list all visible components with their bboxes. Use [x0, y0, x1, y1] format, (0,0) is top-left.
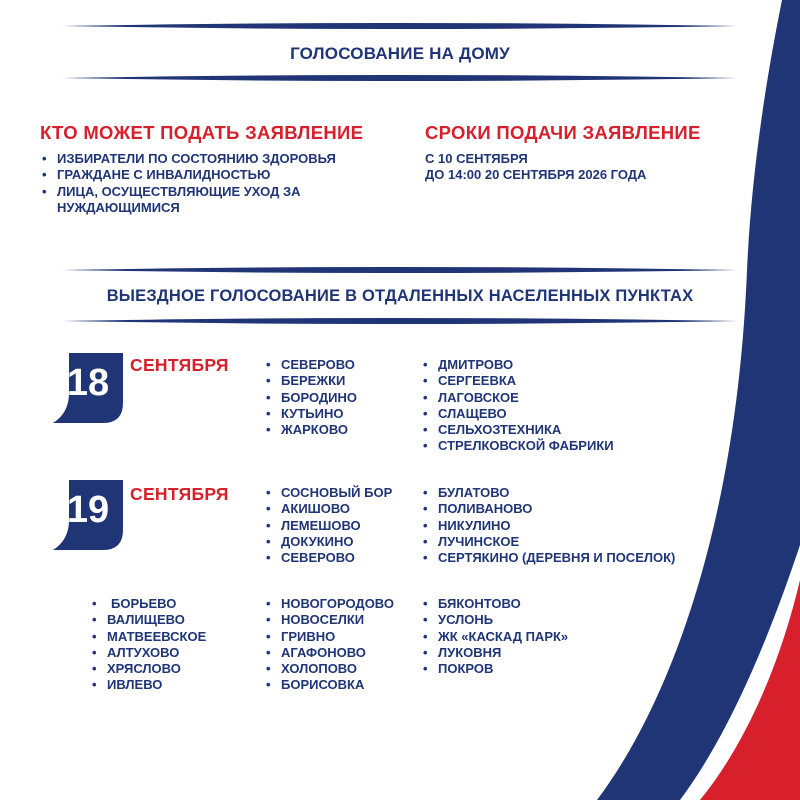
who-list: [38, 151, 378, 216]
list-item: • АЛТУХОВО: [88, 645, 206, 661]
list-item: • ДМИТРОВО: [419, 357, 614, 373]
list-item: • ИЗБИРАТЕЛИ ПО СОСТОЯНИЮ ЗДОРОВЬЯ: [38, 151, 378, 167]
list-item: • БУЛАТОВО: [419, 485, 675, 501]
list-item: • СЕРГЕЕВКА: [419, 373, 614, 389]
day-18-col-1: [262, 357, 357, 438]
list-item: • ГРИВНО: [262, 629, 394, 645]
list-item: • СОСНОВЫЙ БОР: [262, 485, 392, 501]
who-title: КТО МОЖЕТ ПОДАТЬ ЗАЯВЛЕНИЕ: [40, 122, 364, 143]
list-item: • НОВОГОРОДОВО: [262, 596, 394, 612]
list-item: • ДОКУКИНО: [262, 534, 392, 550]
list-item: • УСЛОНЬ: [419, 612, 568, 628]
list-item: • СЛАЩЕВО: [419, 406, 614, 422]
list-item: • ИВЛЕВО: [88, 677, 206, 693]
list-item: • ПОКРОВ: [419, 661, 568, 677]
list-item: • АКИШОВО: [262, 501, 392, 517]
list-item: • СЕРТЯКИНО (ДЕРЕВНЯ И ПОСЕЛОК): [419, 550, 675, 566]
day-19-col-1: [262, 485, 392, 566]
list-item: • ЛУКОВНЯ: [419, 645, 568, 661]
page-title: ГОЛОСОВАНИЕ НА ДОМУ: [290, 44, 510, 63]
list-item: • АГАФОНОВО: [262, 645, 394, 661]
list-item: • БОРЬЕВО: [88, 596, 206, 612]
deadline-line-1: С 10 СЕНТЯБРЯ: [425, 151, 528, 166]
list-item: • БЕРЕЖКИ: [262, 373, 357, 389]
list-item: • ХОЛОПОВО: [262, 661, 394, 677]
list-item: • НОВОСЕЛКИ: [262, 612, 394, 628]
deadline-line-2: ДО 14:00 20 СЕНТЯБРЯ 2026 ГОДА: [425, 167, 647, 182]
remote-title: ВЫЕЗДНОЕ ГОЛОСОВАНИЕ В ОТДАЛЕННЫХ НАСЕЛЕННЫХ ПУНКТАХ: [106, 287, 694, 305]
day-19-month: СЕНТЯБРЯ: [130, 484, 229, 504]
list-item: • ХРЯСЛОВО: [88, 661, 206, 677]
list-item: • БОРОДИНО: [262, 390, 357, 406]
list-item: • ЛИЦА, ОСУЩЕСТВЛЯЮЩИЕ УХОД ЗА НУЖДАЮЩИМИСЯ: [38, 184, 378, 217]
list-item: • ВАЛИЩЕВО: [88, 612, 206, 628]
list-item: • МАТВЕЕВСКОЕ: [88, 629, 206, 645]
list-item: • СЕВЕРОВО: [262, 550, 392, 566]
list-item: • СЕЛЬХОЗТЕХНИКА: [419, 422, 614, 438]
remote-top-rule: [62, 266, 738, 274]
list-item: • ЛАГОВСКОЕ: [419, 390, 614, 406]
day-19-number: 19: [66, 489, 110, 531]
extra-col-3: [419, 596, 568, 677]
header-bottom-rule: [62, 74, 738, 82]
header-top-rule: [62, 22, 738, 30]
list-item: • ЛЕМЕШОВО: [262, 518, 392, 534]
day-18-number: 18: [66, 362, 110, 404]
list-item: • ПОЛИВАНОВО: [419, 501, 675, 517]
deadline-title: СРОКИ ПОДАЧИ ЗАЯВЛЕНИЕ: [425, 122, 701, 143]
list-item: • ЛУЧИНСКОЕ: [419, 534, 675, 550]
list-item: • СЕВЕРОВО: [262, 357, 357, 373]
remote-bottom-rule: [62, 317, 738, 325]
list-item: • ЖАРКОВО: [262, 422, 357, 438]
list-item: • СТРЕЛКОВСКОЙ ФАБРИКИ: [419, 438, 614, 454]
list-item: • ГРАЖДАНЕ С ИНВАЛИДНОСТЬЮ: [38, 167, 378, 183]
list-item: • БОРИСОВКА: [262, 677, 394, 693]
day-18-month: СЕНТЯБРЯ: [130, 355, 229, 375]
extra-col-1: [88, 596, 206, 694]
list-item: • БЯКОНТОВО: [419, 596, 568, 612]
list-item: • КУТЬИНО: [262, 406, 357, 422]
list-item: • ЖК «КАСКАД ПАРК»: [419, 629, 568, 645]
day-18-col-2: [419, 357, 614, 455]
list-item: • НИКУЛИНО: [419, 518, 675, 534]
extra-col-2: [262, 596, 394, 694]
day-19-col-2: [419, 485, 675, 566]
